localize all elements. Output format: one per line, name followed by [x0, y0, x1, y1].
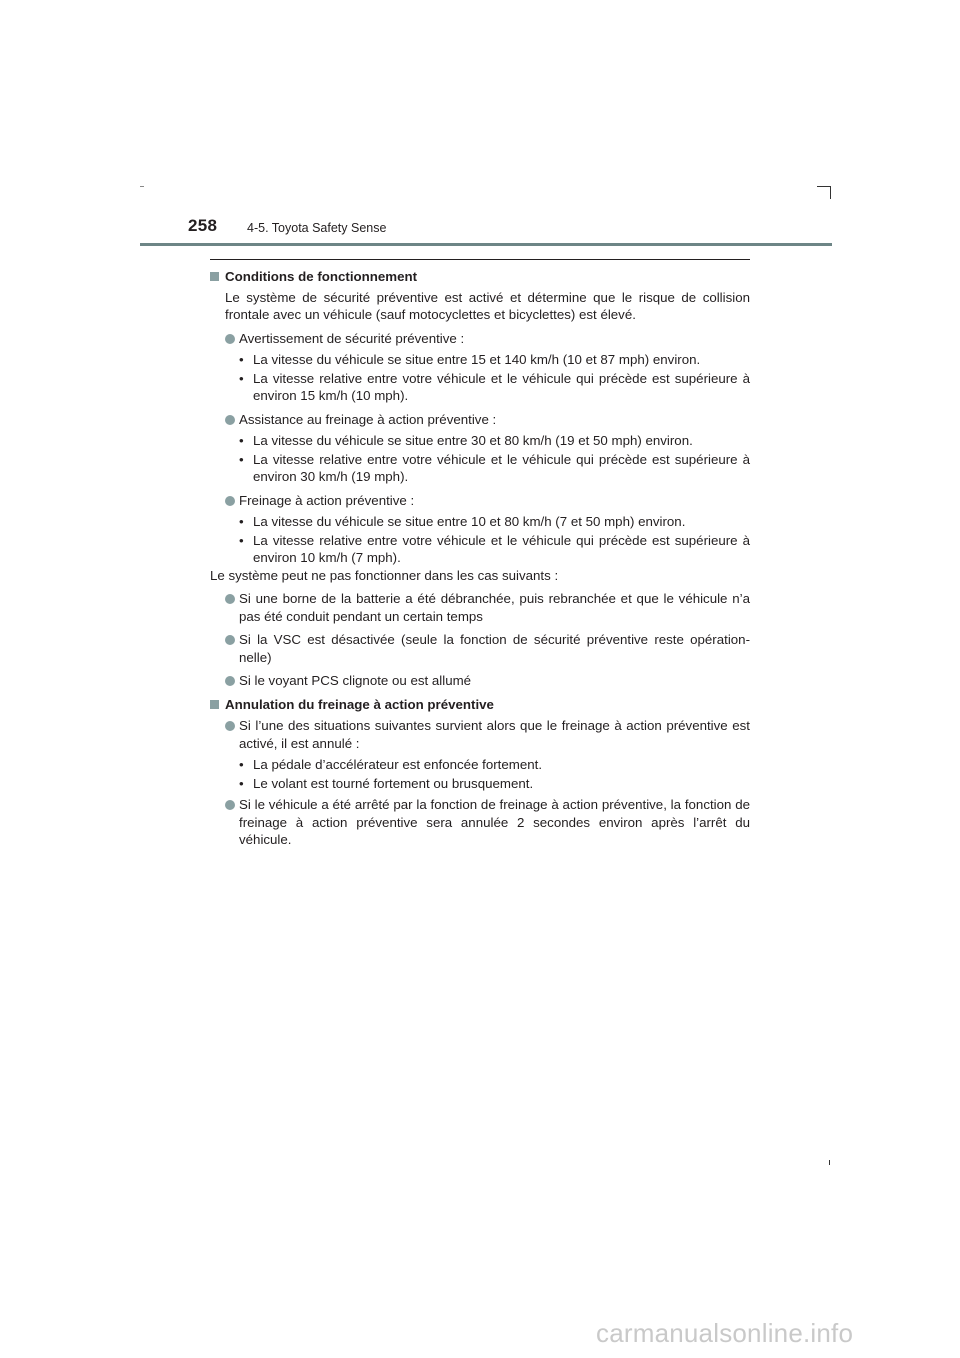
- circle-bullet-icon: [225, 496, 235, 506]
- bullet-icon: •: [239, 352, 244, 367]
- bullet-text: La vitesse du véhicule se situe entre 10 et 80 km/h (7 et 50 mph) environ.: [253, 514, 686, 529]
- bullet-icon: •: [239, 757, 244, 772]
- list-item: [210, 672, 750, 690]
- paragraph: Le système de sécurité préventive est activé et détermine que le risque de collision frontale avec un véhicule (sauf motocyclettes et bicyclettes) est élevé.: [225, 289, 750, 322]
- list-item-text: Si la VSC est désactivée (seule la fonction de sécurité préventive reste opération-nelle): [239, 632, 750, 665]
- heading-conditions: [210, 268, 750, 286]
- bullet-item: [239, 775, 750, 793]
- bullet-text: Le volant est tourné fortement ou brusquement.: [253, 775, 534, 791]
- bullet-list: [210, 351, 750, 405]
- page-number: 258: [188, 216, 218, 235]
- bullet-text: La vitesse du véhicule se situe entre 15 et 140 km/h (10 et 87 mph) environ.: [253, 352, 701, 367]
- bullet-icon: •: [239, 451, 244, 467]
- bullet-list: [210, 513, 750, 567]
- bullet-list: [210, 432, 750, 486]
- paragraph-limitations: Le système peut ne pas fonctionner dans les cas suivants :: [210, 567, 559, 583]
- bullet-text: La vitesse du véhicule se situe entre 30 et 80 km/h (19 et 50 mph) environ.: [253, 433, 693, 448]
- list-item: [210, 330, 750, 348]
- crop-mark-top-right-vertical: [830, 186, 831, 199]
- header-rule: [140, 243, 832, 246]
- list-item: [210, 631, 750, 666]
- crop-mark-bottom-right: [829, 1160, 830, 1165]
- list-item-label: Avertissement de sécurité préventive :: [239, 330, 465, 346]
- bullet-item: [239, 513, 750, 531]
- circle-bullet-icon: [225, 676, 235, 686]
- bullet-text: La vitesse relative entre votre véhicule et le véhicule qui précède est supérieure à environ 30 km/h (19 mph).: [253, 451, 750, 484]
- heading-text: Conditions de fonctionnement: [225, 269, 418, 284]
- bullet-item: [239, 532, 750, 567]
- list-item-text: Si le véhicule a été arrêté par la fonction de freinage à action préventive, la fonction de freinage à action préventive sera annulée 2 secondes environ après l’arrêt du véhicule.: [239, 797, 750, 847]
- square-bullet-icon: [210, 272, 219, 281]
- list-item: [210, 717, 750, 752]
- circle-bullet-icon: [225, 721, 235, 731]
- circle-bullet-icon: [225, 415, 235, 425]
- bullet-item: [239, 432, 750, 450]
- content-rule: [210, 259, 750, 260]
- bullet-icon: •: [239, 775, 244, 791]
- bullet-icon: •: [239, 532, 244, 548]
- list-item-label: Assistance au freinage à action préventive :: [239, 411, 497, 427]
- list-item-text: Si une borne de la batterie a été débranchée, puis rebranchée et que le véhicule n’a pas été conduit pendant un certain temps: [239, 591, 750, 624]
- watermark: carmanualsonline.info: [596, 1318, 854, 1348]
- list-item-text: Si l’une des situations suivantes survient alors que le freinage à action préventive est activé, il est annulé :: [239, 718, 750, 751]
- bullet-list: [210, 756, 750, 792]
- heading-cancellation: [210, 696, 750, 714]
- bullet-text: La vitesse relative entre votre véhicule et le véhicule qui précède est supérieure à environ 10 km/h (7 mph).: [253, 532, 750, 565]
- bullet-icon: •: [239, 514, 244, 529]
- list-item-label: Freinage à action préventive :: [239, 492, 415, 508]
- crop-mark-top-right: [817, 186, 831, 187]
- circle-bullet-icon: [225, 800, 235, 810]
- square-bullet-icon: [210, 700, 219, 709]
- circle-bullet-icon: [225, 334, 235, 344]
- heading-text: Annulation du freinage à action préventive: [225, 696, 494, 712]
- crop-mark-top-left: [140, 186, 144, 187]
- section-title: 4-5. Toyota Safety Sense: [247, 221, 387, 235]
- bullet-item: [239, 451, 750, 486]
- list-item: [210, 411, 750, 429]
- list-item: [210, 590, 750, 625]
- list-item: [210, 796, 750, 849]
- page-content: [210, 268, 750, 849]
- bullet-item: [239, 370, 750, 405]
- circle-bullet-icon: [225, 635, 235, 645]
- circle-bullet-icon: [225, 594, 235, 604]
- list-item-text: Si le voyant PCS clignote ou est allumé: [239, 673, 472, 688]
- bullet-text: La pédale d’accélérateur est enfoncée fortement.: [253, 757, 543, 772]
- bullet-text: La vitesse relative entre votre véhicule et le véhicule qui précède est supérieure à environ 15 km/h (10 mph).: [253, 370, 750, 403]
- bullet-item: [239, 756, 750, 774]
- bullet-item: [239, 351, 750, 369]
- bullet-icon: •: [239, 433, 244, 448]
- bullet-icon: •: [239, 370, 244, 386]
- list-item: [210, 492, 750, 510]
